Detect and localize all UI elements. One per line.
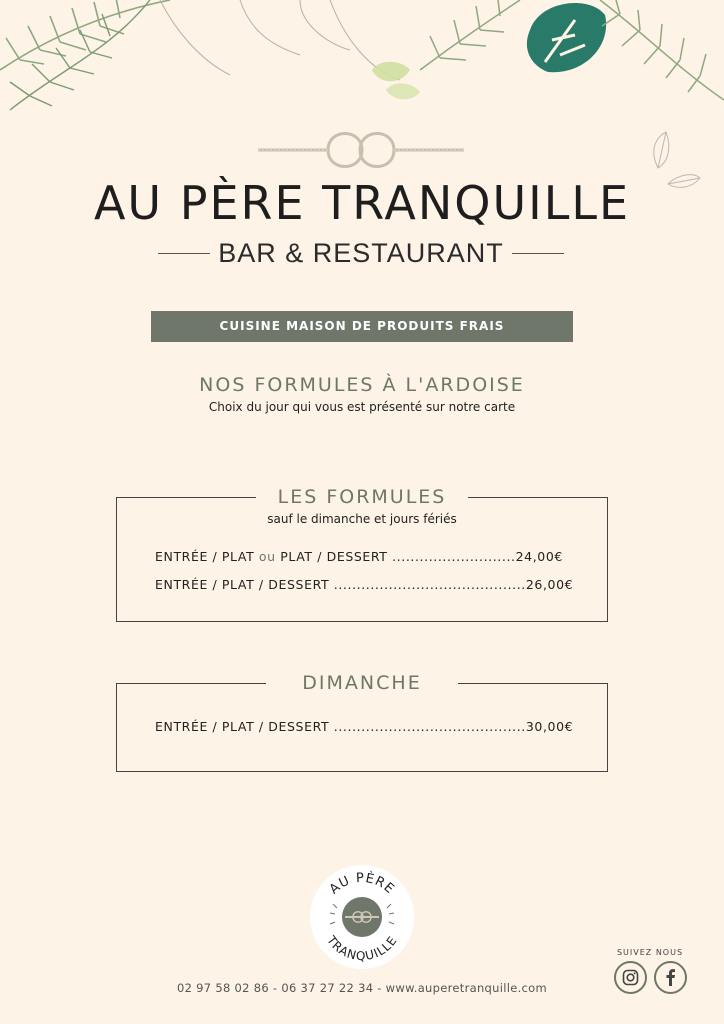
formule-line-1 (155, 549, 565, 564)
follow-us-label: SUIVEZ NOUS (616, 948, 684, 957)
formule-dots: ........................... (387, 549, 516, 564)
subtitle-block (158, 236, 564, 270)
facebook-glyph (662, 968, 679, 987)
page-title: AU PÈRE TRANQUILLE (93, 176, 631, 230)
instagram-icon[interactable] (614, 961, 647, 994)
contact-info: 02 97 58 02 86 - 06 37 27 22 34 - www.auperetranquille.com (176, 981, 547, 995)
instagram-glyph (622, 969, 639, 986)
facebook-icon[interactable] (654, 961, 687, 994)
dimanche-price: 30,00€ (525, 719, 574, 734)
dimanche-title (0, 672, 724, 694)
formule-or: ou (258, 549, 276, 564)
formules-title-text: LES FORMULES (256, 486, 469, 508)
divider-right (512, 253, 564, 254)
formule-dots: .......................................... (329, 577, 526, 592)
logo-top-text: AU PÈRE (326, 870, 398, 898)
dimanche-line-1 (155, 719, 574, 734)
logo-bottom-text: TRANQUILLE (324, 933, 400, 964)
formule-price: 26,00€ (525, 577, 574, 592)
tropical-leaves-illustration (0, 0, 724, 130)
restaurant-logo (309, 864, 415, 970)
formule-label-2: PLAT / DESSERT (275, 549, 388, 564)
formule-label: ENTRÉE / PLAT (155, 549, 259, 564)
subtitle: BAR & RESTAURANT (218, 238, 504, 268)
formule-price: 24,00€ (515, 549, 563, 564)
intro-subtitle: Choix du jour qui vous est présenté sur notre carte (208, 400, 516, 414)
banner: CUISINE MAISON DE PRODUITS FRAIS (151, 311, 573, 342)
formule-label: ENTRÉE / PLAT / DESSERT (155, 577, 330, 592)
rope-knot-ornament (258, 124, 464, 176)
intro-title: NOS FORMULES À L'ARDOISE (199, 374, 525, 396)
formules-subtitle: sauf le dimanche et jours fériés (267, 512, 457, 526)
dimanche-title-text: DIMANCHE (266, 672, 457, 694)
formules-title (0, 486, 724, 508)
dimanche-dots: .......................................... (329, 719, 526, 734)
formule-line-2 (155, 577, 574, 592)
dimanche-label: ENTRÉE / PLAT / DESSERT (155, 719, 330, 734)
